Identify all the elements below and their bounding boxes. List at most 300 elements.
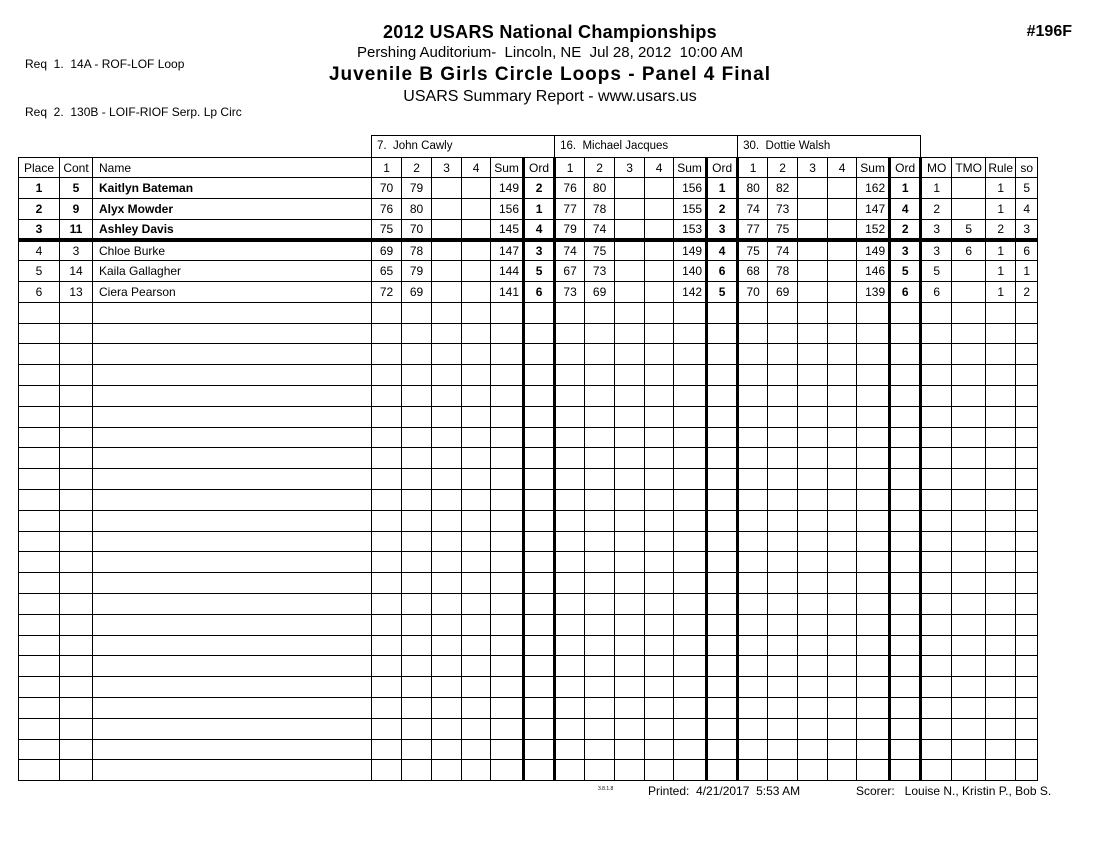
rule-cell [986, 656, 1016, 677]
sum-cell [674, 469, 707, 490]
score-cell [372, 469, 402, 490]
sum-cell [491, 635, 524, 656]
ord-cell: 5 [890, 261, 921, 282]
score-cell [645, 739, 674, 760]
score-cell [462, 656, 491, 677]
tmo-cell [952, 510, 986, 531]
sum-cell [491, 489, 524, 510]
score-cell [432, 677, 462, 698]
so-cell [1016, 323, 1038, 344]
score-cell [432, 489, 462, 510]
score-cell [738, 760, 768, 781]
sum-cell [491, 697, 524, 718]
result-row [19, 281, 1038, 302]
score-cell [432, 406, 462, 427]
score-cell [768, 427, 798, 448]
ord-cell [524, 302, 555, 323]
score-cell [585, 427, 615, 448]
rule-cell [986, 739, 1016, 760]
name-cell [93, 385, 372, 406]
score-cell [738, 489, 768, 510]
score-cell [615, 365, 645, 386]
cont-cell [60, 635, 93, 656]
score-cell [645, 510, 674, 531]
sum-cell [491, 614, 524, 635]
score-cell [585, 385, 615, 406]
score-cell [555, 489, 585, 510]
score-cell [555, 573, 585, 594]
score-cell [555, 448, 585, 469]
score-cell [798, 656, 828, 677]
ord-cell [707, 593, 738, 614]
cont-cell [60, 739, 93, 760]
mo-cell [921, 656, 952, 677]
tmo-cell [952, 635, 986, 656]
mo-cell: 3 [921, 240, 952, 261]
score-cell [768, 677, 798, 698]
sum-cell: 144 [491, 261, 524, 282]
rule-cell [986, 406, 1016, 427]
col-header-sum: Sum [674, 158, 707, 178]
place-cell [19, 385, 60, 406]
ord-cell [890, 718, 921, 739]
sum-cell [491, 323, 524, 344]
score-cell [768, 739, 798, 760]
sum-cell: 152 [857, 219, 890, 240]
col-header-tmo: TMO [952, 158, 986, 178]
score-cell: 73 [585, 261, 615, 282]
mo-cell [921, 760, 952, 781]
tmo-cell [952, 718, 986, 739]
name-cell: Alyx Mowder [93, 198, 372, 219]
score-cell [645, 635, 674, 656]
empty-row [19, 448, 1038, 469]
ord-cell [890, 614, 921, 635]
ord-cell [524, 697, 555, 718]
sum-cell [857, 593, 890, 614]
sum-cell [674, 573, 707, 594]
tmo-cell [952, 448, 986, 469]
tmo-cell [952, 365, 986, 386]
score-cell: 78 [768, 261, 798, 282]
event-title: Juvenile B Girls Circle Loops - Panel 4 Final [328, 64, 771, 85]
score-cell [585, 760, 615, 781]
ord-cell [524, 531, 555, 552]
score-cell [462, 344, 491, 365]
ord-cell: 4 [707, 240, 738, 261]
mo-cell: 5 [921, 261, 952, 282]
score-cell [585, 593, 615, 614]
cont-cell [60, 385, 93, 406]
score-cell [828, 697, 857, 718]
sum-cell [857, 656, 890, 677]
score-cell [462, 427, 491, 448]
score-cell [798, 739, 828, 760]
req-line-2: Req 2. 130B - LOIF-RIOF Serp. Lp Circ [25, 105, 242, 119]
score-cell [615, 760, 645, 781]
ord-cell [707, 469, 738, 490]
ord-cell [524, 469, 555, 490]
score-cell [645, 656, 674, 677]
score-cell [798, 489, 828, 510]
score-cell [828, 593, 857, 614]
score-cell [798, 531, 828, 552]
so-cell [1016, 427, 1038, 448]
score-cell: 73 [555, 281, 585, 302]
ord-cell [890, 344, 921, 365]
score-cell [462, 406, 491, 427]
printed-timestamp: Printed: 4/21/2017 5:53 AM [648, 784, 801, 798]
tmo-cell [952, 593, 986, 614]
score-cell: 78 [585, 198, 615, 219]
place-cell: 1 [19, 178, 60, 199]
sum-cell: 142 [674, 281, 707, 302]
cont-cell [60, 614, 93, 635]
cont-cell [60, 510, 93, 531]
rule-cell [986, 718, 1016, 739]
score-cell [585, 302, 615, 323]
name-cell [93, 365, 372, 386]
tmo-cell [952, 531, 986, 552]
score-cell [798, 573, 828, 594]
so-cell: 2 [1016, 281, 1038, 302]
rule-cell: 1 [986, 281, 1016, 302]
mo-cell [921, 344, 952, 365]
ord-cell: 2 [707, 198, 738, 219]
sum-cell: 147 [491, 240, 524, 261]
ord-cell [890, 760, 921, 781]
score-cell [768, 385, 798, 406]
name-cell [93, 427, 372, 448]
sum-cell [674, 510, 707, 531]
score-cell [462, 760, 491, 781]
ord-cell [890, 531, 921, 552]
score-cell [615, 406, 645, 427]
score-cell [432, 469, 462, 490]
empty-row [19, 573, 1038, 594]
col-header-score4: 4 [462, 158, 491, 178]
score-cell [462, 614, 491, 635]
name-cell: Ciera Pearson [93, 281, 372, 302]
sum-cell [491, 739, 524, 760]
so-cell [1016, 448, 1038, 469]
so-cell [1016, 635, 1038, 656]
place-cell [19, 718, 60, 739]
place-cell: 3 [19, 219, 60, 240]
place-cell: 4 [19, 240, 60, 261]
score-cell [585, 489, 615, 510]
score-cell [738, 365, 768, 386]
place-cell [19, 573, 60, 594]
so-cell [1016, 552, 1038, 573]
score-cell [738, 593, 768, 614]
score-cell [768, 302, 798, 323]
score-cell [432, 344, 462, 365]
mo-cell [921, 385, 952, 406]
score-cell [645, 760, 674, 781]
empty-row [19, 677, 1038, 698]
score-cell: 77 [555, 198, 585, 219]
result-row [19, 219, 1038, 240]
score-cell [462, 510, 491, 531]
col-header-cont: Cont [60, 158, 93, 178]
score-cell [402, 552, 432, 573]
score-cell [645, 323, 674, 344]
ord-cell [890, 448, 921, 469]
name-cell [93, 323, 372, 344]
rule-cell [986, 614, 1016, 635]
ord-cell [707, 552, 738, 573]
sum-cell [491, 385, 524, 406]
score-cell [645, 261, 674, 282]
tmo-cell [952, 739, 986, 760]
empty-row [19, 739, 1038, 760]
score-cell [402, 760, 432, 781]
score-cell [372, 656, 402, 677]
cont-cell: 3 [60, 240, 93, 261]
score-cell [432, 198, 462, 219]
score-cell [615, 219, 645, 240]
ord-cell: 2 [524, 178, 555, 199]
score-cell [615, 385, 645, 406]
score-cell [645, 531, 674, 552]
col-header-score2: 2 [768, 158, 798, 178]
ord-cell: 3 [524, 240, 555, 261]
tmo-cell [952, 178, 986, 199]
score-cell: 74 [585, 219, 615, 240]
score-cell [555, 406, 585, 427]
score-cell [828, 635, 857, 656]
so-cell [1016, 697, 1038, 718]
sum-cell [857, 510, 890, 531]
score-cell [798, 385, 828, 406]
rule-cell: 1 [986, 261, 1016, 282]
score-cell [372, 593, 402, 614]
so-cell [1016, 656, 1038, 677]
score-cell [372, 406, 402, 427]
score-cell [462, 697, 491, 718]
score-cell [828, 510, 857, 531]
empty-row [19, 531, 1038, 552]
sum-cell: 153 [674, 219, 707, 240]
score-cell [798, 469, 828, 490]
score-cell [462, 677, 491, 698]
score-cell [798, 510, 828, 531]
score-cell [432, 760, 462, 781]
score-cell [615, 344, 645, 365]
rule-cell [986, 489, 1016, 510]
ord-cell [524, 718, 555, 739]
score-cell [555, 697, 585, 718]
score-cell [462, 365, 491, 386]
score-cell [585, 510, 615, 531]
event-number: #196F [1026, 23, 1072, 40]
empty-row [19, 760, 1038, 781]
rule-cell [986, 573, 1016, 594]
mo-cell [921, 697, 952, 718]
score-cell [645, 240, 674, 261]
score-cell [645, 469, 674, 490]
sum-cell: 162 [857, 178, 890, 199]
mo-cell [921, 510, 952, 531]
score-cell [402, 385, 432, 406]
sum-cell: 141 [491, 281, 524, 302]
ord-cell [524, 739, 555, 760]
result-row [19, 198, 1038, 219]
tmo-cell [952, 406, 986, 427]
score-cell [585, 365, 615, 386]
score-cell [462, 552, 491, 573]
sum-cell [674, 593, 707, 614]
sum-cell: 156 [674, 178, 707, 199]
rule-cell [986, 593, 1016, 614]
sum-cell [674, 406, 707, 427]
score-cell [402, 365, 432, 386]
score-cell [798, 552, 828, 573]
tmo-cell [952, 552, 986, 573]
score-cell [738, 614, 768, 635]
score-cell [738, 385, 768, 406]
name-cell [93, 593, 372, 614]
score-cell [372, 697, 402, 718]
sum-cell [857, 344, 890, 365]
score-cell [402, 677, 432, 698]
score-cell [372, 302, 402, 323]
sum-cell [491, 469, 524, 490]
ord-cell [707, 697, 738, 718]
sum-cell [491, 344, 524, 365]
cont-cell [60, 552, 93, 573]
ord-cell [524, 448, 555, 469]
empty-row [19, 656, 1038, 677]
score-cell: 72 [372, 281, 402, 302]
mo-cell [921, 593, 952, 614]
score-cell [432, 427, 462, 448]
score-cell [828, 365, 857, 386]
score-cell [798, 178, 828, 199]
score-cell: 75 [738, 240, 768, 261]
name-cell [93, 718, 372, 739]
ord-cell [890, 593, 921, 614]
tmo-cell [952, 385, 986, 406]
ord-cell [524, 427, 555, 448]
rule-cell [986, 531, 1016, 552]
cont-cell [60, 760, 93, 781]
mo-cell: 1 [921, 178, 952, 199]
score-cell [798, 302, 828, 323]
col-header-score4: 4 [645, 158, 674, 178]
score-cell [402, 656, 432, 677]
place-cell [19, 365, 60, 386]
judge-3-header: 30. Dottie Walsh [738, 136, 921, 158]
score-cell: 74 [768, 240, 798, 261]
col-header-ord: Ord [707, 158, 738, 178]
tmo-cell [952, 198, 986, 219]
mo-cell [921, 552, 952, 573]
score-cell [402, 697, 432, 718]
score-cell [585, 469, 615, 490]
score-cell [372, 323, 402, 344]
tmo-cell [952, 573, 986, 594]
score-cell [585, 677, 615, 698]
tmo-cell [952, 281, 986, 302]
sum-cell [674, 614, 707, 635]
cont-cell [60, 427, 93, 448]
ord-cell [524, 489, 555, 510]
score-cell [585, 344, 615, 365]
score-cell [768, 573, 798, 594]
judge-row-right-spacer [921, 136, 1038, 158]
score-cell [585, 635, 615, 656]
score-cell [432, 240, 462, 261]
sum-cell: 146 [857, 261, 890, 282]
score-cell: 65 [372, 261, 402, 282]
ord-cell [707, 739, 738, 760]
sum-cell: 155 [674, 198, 707, 219]
ord-cell [707, 323, 738, 344]
rule-cell [986, 385, 1016, 406]
score-cell [768, 510, 798, 531]
mo-cell [921, 302, 952, 323]
score-cell [462, 573, 491, 594]
so-cell [1016, 469, 1038, 490]
judge-2-header: 16. Michael Jacques [555, 136, 738, 158]
name-cell: Kaila Gallagher [93, 261, 372, 282]
sum-cell [857, 323, 890, 344]
score-cell [738, 323, 768, 344]
sum-cell: 140 [674, 261, 707, 282]
ord-cell [707, 385, 738, 406]
score-cell [585, 656, 615, 677]
score-cell [828, 406, 857, 427]
cont-cell [60, 323, 93, 344]
score-cell [462, 448, 491, 469]
score-cell [372, 677, 402, 698]
ord-cell [890, 552, 921, 573]
score-cell [828, 385, 857, 406]
score-cell [738, 677, 768, 698]
ord-cell [524, 552, 555, 573]
score-cell [555, 302, 585, 323]
score-cell: 70 [738, 281, 768, 302]
place-cell [19, 427, 60, 448]
score-cell [432, 531, 462, 552]
score-cell [432, 178, 462, 199]
score-cell [372, 510, 402, 531]
ord-cell [890, 385, 921, 406]
score-cell: 76 [555, 178, 585, 199]
ord-cell [890, 489, 921, 510]
score-cell [615, 656, 645, 677]
score-cell [768, 323, 798, 344]
score-cell: 76 [372, 198, 402, 219]
so-cell: 3 [1016, 219, 1038, 240]
score-cell [798, 760, 828, 781]
score-cell [798, 677, 828, 698]
score-cell [432, 219, 462, 240]
score-cell [645, 677, 674, 698]
score-cell [828, 677, 857, 698]
ord-cell [524, 635, 555, 656]
ord-cell [890, 323, 921, 344]
ord-cell [707, 718, 738, 739]
score-cell [402, 448, 432, 469]
ord-cell [890, 697, 921, 718]
score-cell: 67 [555, 261, 585, 282]
rule-cell [986, 344, 1016, 365]
sum-cell [491, 760, 524, 781]
name-cell [93, 469, 372, 490]
